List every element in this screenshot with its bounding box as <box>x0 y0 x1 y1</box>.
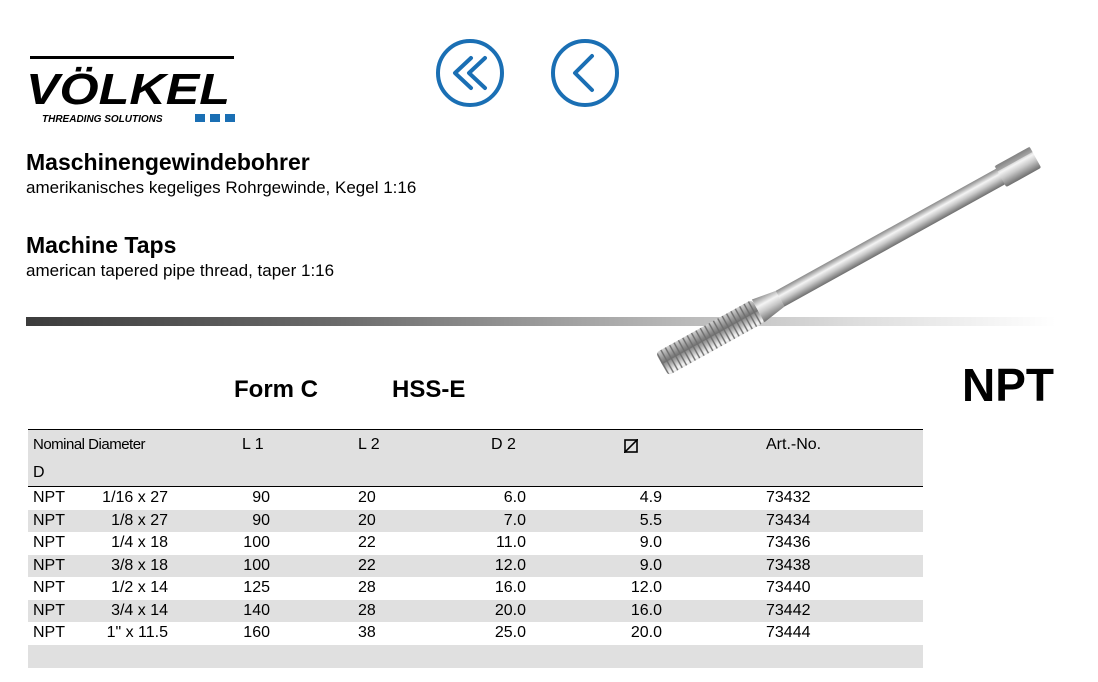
cell-d2: 6.0 <box>503 489 526 506</box>
cell-d2: 12.0 <box>494 556 526 574</box>
tap-tool-image <box>630 140 1070 380</box>
cell-dia: 16.0 <box>630 601 662 619</box>
header-d: D <box>33 464 45 481</box>
volkel-logo <box>24 56 238 126</box>
cell-dia: 20.0 <box>630 624 662 641</box>
table-footer-row <box>28 645 923 668</box>
cell-type: NPT <box>33 534 65 551</box>
chevron-left-icon <box>550 38 620 108</box>
cell-d2: 7.0 <box>503 511 526 529</box>
table-row <box>28 510 923 533</box>
header-d2: D 2 <box>491 436 516 453</box>
cell-size: 3/4 x 14 <box>111 601 168 619</box>
header-nominal-diameter: Nominal Diameter <box>33 436 146 453</box>
cell-l2: 28 <box>358 601 376 619</box>
cell-size: 1" x 11.5 <box>106 624 168 641</box>
cell-dia: 9.0 <box>639 556 662 574</box>
header-l2: L 2 <box>358 436 380 453</box>
cell-art: 73434 <box>766 511 811 529</box>
cell-art: 73432 <box>766 489 811 506</box>
title-german: Maschinengewindebohrer <box>26 149 310 175</box>
cell-l2: 20 <box>358 511 376 529</box>
title-english: Machine Taps <box>26 232 177 258</box>
cell-d2: 25.0 <box>494 624 526 641</box>
logo-brand: VÖLKEL <box>26 65 230 114</box>
cell-art: 73436 <box>766 534 811 551</box>
product-table <box>28 429 923 668</box>
cell-dia: 9.0 <box>639 534 662 551</box>
cell-size: 3/8 x 18 <box>111 556 168 574</box>
cell-size: 1/8 x 27 <box>111 511 168 529</box>
subtitle-english: american tapered pipe thread, taper 1:16 <box>26 261 335 280</box>
table-header <box>28 429 923 487</box>
cell-l1: 90 <box>252 489 270 506</box>
cell-d2: 16.0 <box>494 579 526 596</box>
cell-dia: 5.5 <box>639 511 662 529</box>
cell-type: NPT <box>33 511 65 529</box>
standard-label: NPT <box>962 359 1054 411</box>
table-row <box>28 487 923 510</box>
cell-art: 73444 <box>766 624 811 641</box>
cell-l2: 20 <box>358 489 376 506</box>
cell-d2: 11.0 <box>496 534 526 551</box>
cell-type: NPT <box>33 556 65 574</box>
cell-l2: 38 <box>358 624 376 641</box>
cell-type: NPT <box>33 579 65 596</box>
table-row <box>28 532 923 555</box>
material-label: HSS-E <box>392 376 466 403</box>
cell-type: NPT <box>33 601 65 619</box>
cell-l2: 28 <box>358 579 376 596</box>
cell-dia: 12.0 <box>630 579 662 596</box>
cell-art: 73442 <box>766 601 811 619</box>
double-chevron-left-icon <box>435 38 505 108</box>
cell-l1: 100 <box>243 534 270 551</box>
first-page-button[interactable] <box>435 38 505 108</box>
cell-art: 73440 <box>766 579 811 596</box>
subtitle-german: amerikanisches kegeliges Rohrgewinde, Kegel 1:16 <box>26 178 417 197</box>
header-l1: L 1 <box>242 436 264 453</box>
cell-l2: 22 <box>358 534 376 551</box>
cell-l1: 90 <box>252 511 270 529</box>
cell-l1: 125 <box>243 579 270 596</box>
cell-d2: 20.0 <box>494 601 526 619</box>
form-label: Form C <box>234 376 318 403</box>
table-row <box>28 600 923 623</box>
cell-type: NPT <box>33 624 65 641</box>
table-row <box>28 622 923 645</box>
cell-size: 1/2 x 14 <box>111 579 168 596</box>
cell-l1: 100 <box>243 556 270 574</box>
cell-dia: 4.9 <box>639 489 662 506</box>
cell-art: 73438 <box>766 556 811 574</box>
cell-l1: 160 <box>243 624 270 641</box>
header-art-no: Art.-No. <box>766 436 822 453</box>
square-shank-diameter-icon <box>624 436 638 458</box>
cell-size: 1/4 x 18 <box>111 534 168 551</box>
cell-size: 1/16 x 27 <box>102 489 168 506</box>
table-row <box>28 577 923 600</box>
table-body <box>28 487 923 645</box>
cell-l1: 140 <box>243 601 270 619</box>
table-row <box>28 555 923 578</box>
logo-tagline: THREADING SOLUTIONS <box>42 114 163 125</box>
cell-type: NPT <box>33 489 65 506</box>
previous-page-button[interactable] <box>550 38 620 108</box>
cell-l2: 22 <box>358 556 376 574</box>
